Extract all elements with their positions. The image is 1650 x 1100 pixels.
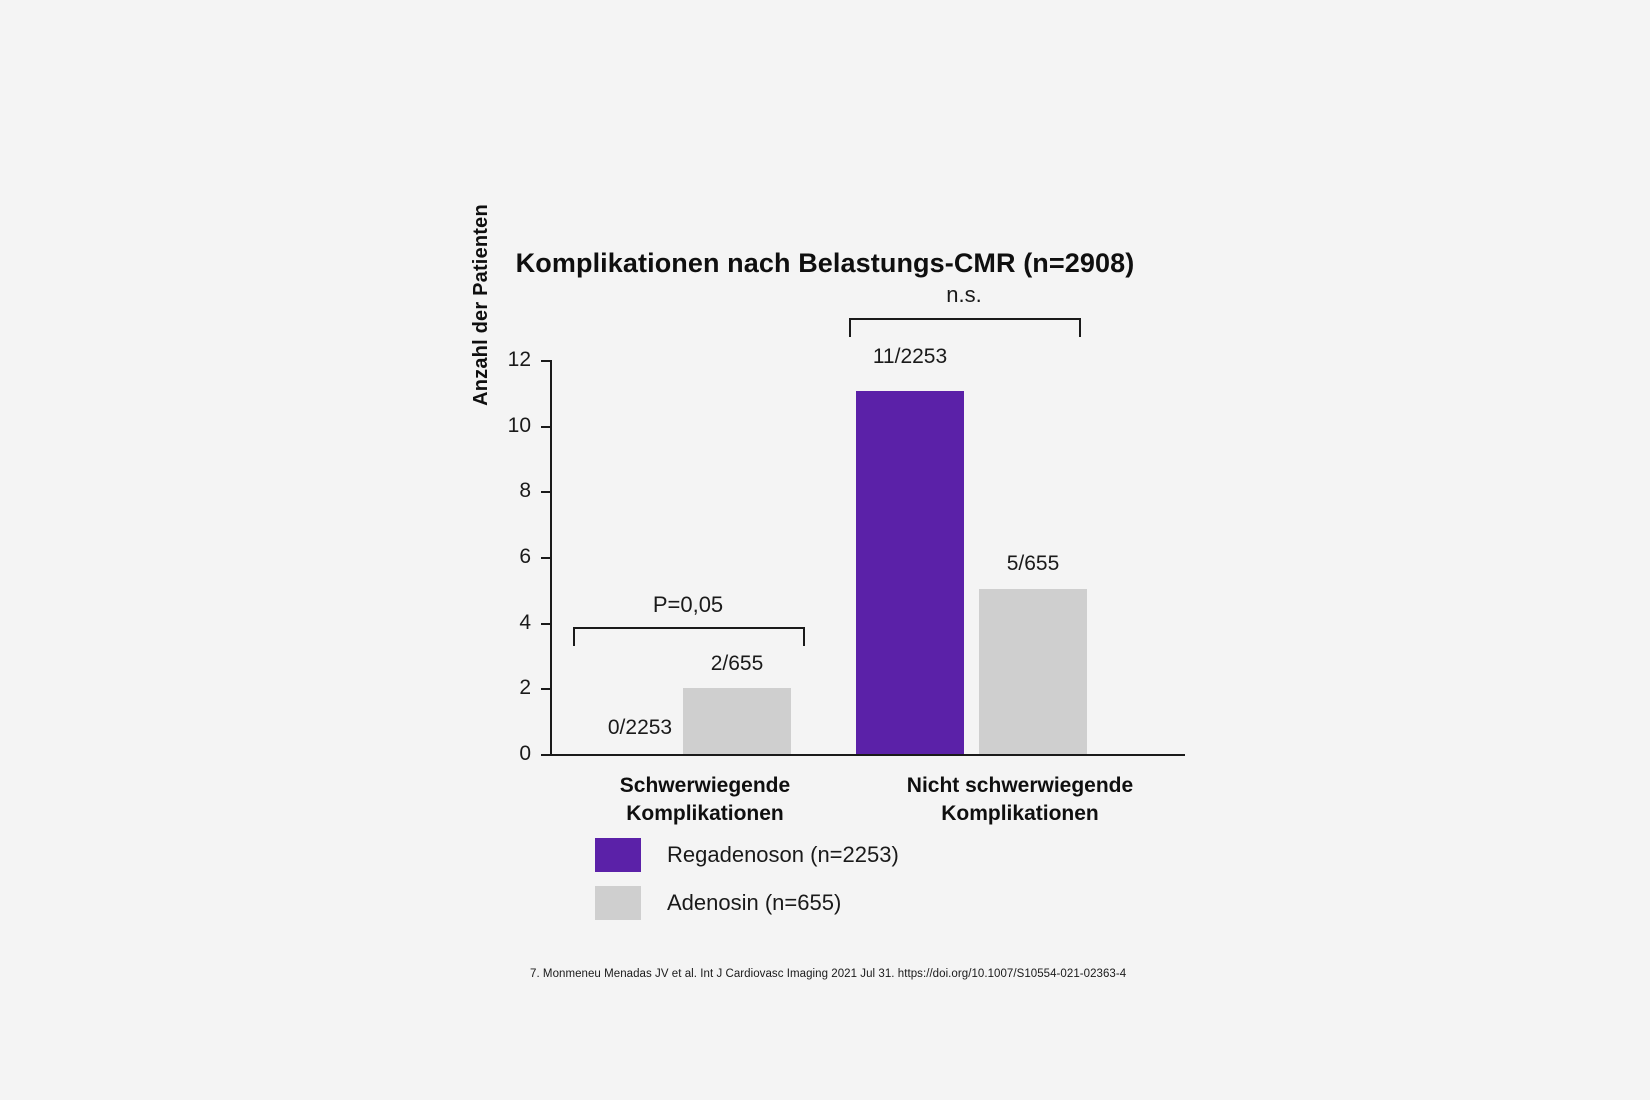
y-tick-12 (507, 348, 550, 371)
category-label-1-line2: Komplikationen (626, 802, 784, 826)
footnote-citation: 7. Monmeneu Menadas JV et al. Int J Cardiovasc Imaging 2021 Jul 31. https://doi.org/10.1007/S10554-021-02363-4 (530, 968, 1127, 980)
significance-label-group1: P=0,05 (652, 592, 724, 617)
chart-title: Komplikationen nach Belastungs-CMR (n=2908) (515, 248, 1135, 278)
bar-label-group2-regadenoson: 11/2253 (872, 345, 948, 368)
legend-item-adenosin[interactable] (595, 886, 899, 920)
y-tick-label-8: 8 (519, 479, 531, 502)
legend (595, 838, 899, 934)
y-tick-label-12: 12 (507, 348, 531, 371)
x-axis-line (550, 754, 1185, 756)
y-tick-4 (519, 611, 550, 634)
category-label-2 (800, 772, 1240, 829)
category-label-1-line1: Schwerwiegende (619, 774, 791, 797)
bar-group1-adenosin[interactable] (683, 688, 791, 754)
plot-area (507, 282, 1185, 765)
significance-bracket-group1 (573, 627, 805, 646)
bar-label-group2-adenosin: 5/655 (1006, 552, 1060, 575)
legend-swatch-regadenoson (595, 838, 641, 872)
category-label-2-line2: Komplikationen (941, 802, 1099, 826)
significance-bracket-group2 (849, 318, 1081, 337)
legend-item-regadenoson[interactable] (595, 838, 899, 872)
y-tick-10 (507, 414, 550, 437)
bar-group2-regadenoson[interactable] (856, 391, 964, 754)
y-tick-0 (519, 742, 550, 765)
significance-label-group2: n.s. (946, 282, 982, 307)
legend-swatch-adenosin (595, 886, 641, 920)
category-label-2-line1: Nicht schwerwiegende (906, 774, 1134, 797)
bar-label-group1-regadenoson: 0/2253 (607, 716, 673, 739)
y-axis-line (550, 360, 552, 756)
legend-label-adenosin: Adenosin (n=655) (667, 890, 842, 915)
y-tick-8 (519, 479, 550, 502)
bar-label-group1-adenosin: 2/655 (710, 652, 764, 675)
y-tick-label-2: 2 (519, 676, 531, 699)
y-tick-2 (519, 676, 550, 699)
y-tick-label-10: 10 (507, 414, 531, 437)
y-tick-6 (519, 545, 550, 568)
y-tick-label-4: 4 (519, 611, 531, 634)
legend-label-regadenoson: Regadenoson (n=2253) (667, 842, 899, 867)
y-tick-label-0: 0 (519, 742, 531, 765)
y-tick-label-6: 6 (519, 545, 531, 568)
bar-group2-adenosin[interactable] (979, 589, 1087, 754)
y-axis-title: Anzahl der Patienten (470, 204, 492, 406)
